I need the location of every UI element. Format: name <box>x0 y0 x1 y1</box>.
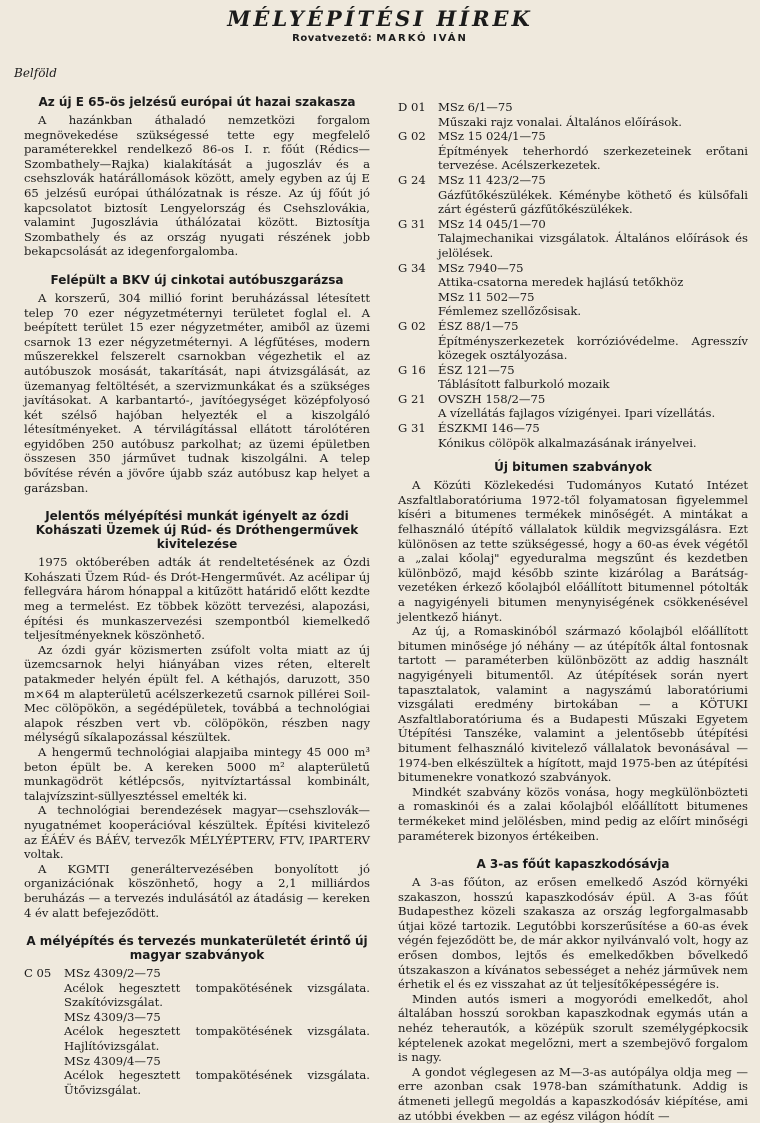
standard-desc: Kónikus cölöpök alkalmazásának irányelvei. <box>438 435 697 450</box>
standard-desc: Talajmechanikai vizsgálatok. Általános előírások és jelölések. <box>438 231 748 260</box>
standard-category: C 05 <box>24 966 52 981</box>
right-column <box>398 100 748 1123</box>
standard-id: MSz 6/1—75 <box>438 100 513 114</box>
standard-category: G 24 <box>398 172 426 187</box>
article-title: Felépült a BKV új cinkotai autóbuszgarázsa <box>50 272 344 287</box>
editor-line <box>0 33 760 44</box>
standard-id: MSz 4309/3—75 <box>64 1009 161 1024</box>
standard-entry <box>398 392 748 421</box>
masthead <box>0 0 760 44</box>
standard-id: ÉSZ 88/1—75 <box>438 318 519 333</box>
standard-desc: Acélok hegesztett tompakötésének vizsgálata. Szakítóvizsgálat. <box>64 980 370 1010</box>
standard-desc: Építményszerkezetek korrózióvédelme. Agresszív közegek osztályozása. <box>438 333 748 363</box>
section-label: Belföld <box>14 66 57 80</box>
standard-category: G 31 <box>398 421 426 436</box>
article-bitumen <box>398 460 748 843</box>
standard-id: MSz 14 045/1—70 <box>438 216 546 231</box>
article-title: Új bitumen szabványok <box>494 460 652 475</box>
standard-desc: Építmények teherhordó szerkezeteinek erőtani tervezése. Acélszerkezetek. <box>438 143 748 173</box>
article-paragraph: A technológiai berendezések magyar—csehszlovák—nyugatnémet kooperációval készültek. Építési kivitelező az ÉÁÉV és BÁÉV, tervezők MÉLYÉPTERV, FTV, IPARTERV voltak. <box>24 803 370 862</box>
standard-desc: Táblásított falburkoló mozaik <box>438 377 610 392</box>
article-e65 <box>24 95 370 259</box>
standard-desc: Acélok hegesztett tompakötésének vizsgálata. Hajlítóvizsgálat. <box>64 1024 370 1054</box>
standard-category: D 01 <box>398 100 426 114</box>
standard-id: ÉSZKMI 146—75 <box>438 421 540 436</box>
article-paragraph: Az ózdi gyár közismerten zsúfolt volta miatt az új üzemcsarnok helyi hiányában vizes réten, elterelt patakmeder helyén épült fel. A kéthajós, daruzott, 350 m×64 m alapterületű acélszerkezetű csarnok pillérei Soil-Mec cölöpökön, a segédépületek, továbbá a technológiai alapok részben vert vb. cölöpökön, részben nagy mélységű síkalapozással készültek. <box>24 642 370 745</box>
article-paragraph: A Közúti Közlekedési Tudományos Kutató Intézet Aszfaltlaboratóriuma 1972-től folyamatosan figyelemmel kíséri a bitumenes termékek minőségét. A mintákat a felhasználó útépítő vállalatok küldik megvizsgálásra. Ezt különösen az tette szükségessé, hogy a 60-as évek végétől a „zalai kőolaj" egyeduralma megszűnt és kezdetben különböző, majd később szinte kizárólag a Barátság-vezetéken érkező kőolajból előállított bitumennel pótolták a nagyigényeli bitumen menynyiségének csökkenésével jelentkező hiányt. <box>398 478 748 624</box>
article-ozd <box>24 509 370 920</box>
article-paragraph: Mindkét szabvány közös vonása, hogy megkülönbözteti a romaskinói és a zalai kőolajból előállított bitumenes termékeket mind jelölésben, mind pedig az előírt minőségi paraméterek bizonyos értékeiben. <box>398 784 748 843</box>
page-title: MÉLYÉPÍTÉSI HÍREK <box>227 6 533 31</box>
standard-desc: Műszaki rajz vonalai. Általános előírások. <box>438 114 682 129</box>
standard-entry <box>398 290 748 319</box>
standard-desc: Gázfűtőkészülékek. Kéménybe köthető és külsőfali zárt égésterű gázfűtőkészülékek. <box>438 187 748 217</box>
standard-category: G 34 <box>398 260 426 275</box>
standards-list-continued <box>398 100 748 450</box>
article-paragraph: A korszerű, 304 millió forint beruházással létesített telep 70 ezer négyzetméternyi területet foglal el. A beépített terület 15 ezer négyzetméter, amiből az üzemi csarnok 13 ezer négyzetméternyi. A légfűtéses, modern műszerekkel felszerelt csarnokban végezhetik el az autóbuszok mosását, takarítását, napi átvizsgálását, az üzemanyag feltöltését, a szervizmunkákat és a szükséges javításokat. A karbantartó-, javítóegységet középfolyosó két szélső hajóban helyezték el a kiszolgáló létesítményeket. A térvilágítással ellátott tárolótéren egyidőben 250 autóbusz parkolhat; az üzemi épületben összesen 350 járművet tudnak kiszolgálni. A telep bővítése révén a jövőre újabb száz autóbusz kap helyet a garázsban. <box>24 290 370 495</box>
standard-entry <box>398 129 748 173</box>
standard-category: G 31 <box>398 216 426 231</box>
standard-id: ÉSZ 121—75 <box>438 362 515 377</box>
standard-desc: Acélok hegesztett tompakötésének vizsgálata. Ütővizsgálat. <box>64 1068 370 1097</box>
standard-desc: A vízellátás fajlagos vízigényei. Ipari vízellátás. <box>438 406 716 421</box>
standards-list <box>24 966 370 1097</box>
standard-id: MSz 11 502—75 <box>438 289 535 304</box>
standard-entry <box>398 217 748 261</box>
standard-entry <box>24 1054 370 1098</box>
standard-id: OVSZH 158/2—75 <box>438 391 546 406</box>
standard-id: MSz 15 024/1—75 <box>438 129 546 144</box>
standard-id: MSz 4309/2—75 <box>64 966 161 981</box>
article-bkv-garage <box>24 273 370 495</box>
standard-entry <box>24 966 370 1010</box>
standard-entry <box>398 261 748 290</box>
article-title: Az új E 65-ös jelzésű európai út hazai szakasza <box>38 95 356 109</box>
standard-id: MSz 11 423/2—75 <box>438 172 546 187</box>
article-paragraph: Minden autós ismeri a mogyoródi emelkedőt, ahol általában hosszú sorokban kapaszkodnak egymás után a nehéz teherautók, a középük szorult személygépkocsik képtelenek azokat megelőzni, mert a szembejövő forgalom is nagy. <box>398 991 748 1065</box>
article-title: A mélyépítés és tervezés munkaterületét érintő új magyar szabványok <box>26 934 368 963</box>
article-paragraph: Az új, a Romaskinóból származó kőolajból előállított bitumen minősége jó néhány — az útépítők által fontosnak tartott — paraméterben különbözött az addig használt nagyigényeli bitumentől. Az útépítések során nyert tapasztalatok, valamint a nagyszámú laboratóriumi vizsgálati eredmény birtokában — a KÖTUKI Aszfaltlaboratóriuma és a Budapesti Műszaki Egyetem Útépítési Tanszéke, valamint a jelentősebb útépítési bitument felhasználó kivitelező vállalatok bevonásával — 1974-ben elkészültek a hígított, majd 1975-ben az útépítési bitumenekre vonatkozó szabványok. <box>398 624 748 785</box>
article-climbing-lane <box>398 857 748 1123</box>
article-paragraph: 1975 októberében adták át rendeltetésének az Ózdi Kohászati Üzem Rúd- és Drót-Hengerművét. Az acélipar új fellegvára három hónappal a kitűzött határidő előtt kezdte meg a termelést. Ez többek között tervezési, alapozási, építési és munkaszervezési szempontból kiemelkedő teljesítményeknek köszönhető. <box>24 555 370 643</box>
standard-entry <box>398 421 748 450</box>
standard-category: G 21 <box>398 391 426 406</box>
article-paragraph: A gondot véglegesen az M—3-as autópálya oldja meg — erre azonban csak 1978-ban számíthatunk. Addig is átmeneti jellegű megoldás a kapaszkodósáv kiépítése, ami az utóbbi években — az egész világon hódít — <box>398 1064 748 1123</box>
standard-category: G 16 <box>398 362 426 377</box>
article-paragraph: A hengermű technológiai alapjaiba mintegy 45 000 m³ beton épült be. A kereken 5000 m² alapterületű munkagödröt kétlépcsős, nyitvíztartással kombinált, talajvízszint-süllyesztéssel emelték ki. <box>24 744 370 803</box>
article-paragraph: A hazánkban áthaladó nemzetközi forgalom megnövekedése szükségessé tette egy megfelelő paraméterekkel rendelkező 86-os I. r. főút (Rédics—Szombathely—Rajka) kialakítását a jugoszláv és a csehszlovák határállomások között, amely egyben az új E 65 jelzésű európai úthálózatnak is része. Az új főút jó kapcsolatot biztosít Lengyelország és Csehszlovákia, valamint Jugoszlávia úthálózatai között. Biztosítja Szombathely és az ország nyugati részének jobb bekapcsolását az idegenforgalomba. <box>24 113 370 259</box>
standard-entry <box>398 100 748 129</box>
standard-entry <box>24 1010 370 1054</box>
standard-category: G 02 <box>398 129 426 144</box>
article-paragraph: A KGMTI generáltervezésében bonyolított jó organizációnak köszönhető, hogy a 2,1 milliárdos beruházás — a tervezés indulásától az átadásig — kereken 4 év alatt befejeződött. <box>24 861 370 920</box>
standard-entry <box>398 363 748 392</box>
standard-id: MSz 4309/4—75 <box>64 1053 161 1068</box>
article-title: A 3-as főút kapaszkodósávja <box>476 857 670 872</box>
article-title: Jelentős mélyépítési munkát igényelt az ózdi Kohászati Üzemek új Rúd- és Dróthengerművek kivitelezése <box>35 509 359 552</box>
standard-entry <box>398 173 748 217</box>
editor-label: Rovatvezető: <box>292 33 373 44</box>
article-standards <box>24 934 370 1097</box>
left-column <box>24 95 370 1097</box>
editor-name: MARKÓ IVÁN <box>376 33 468 44</box>
standard-entry <box>398 319 748 363</box>
article-paragraph: A 3-as főúton, az erősen emelkedő Aszód környéki szakaszon, hosszú kapaszkodósáv épül. A 3-as főút Budapesthez közeli szakasza az ország legforgalmasabb útjai közé tartozik. Legutóbbi korszerűsítése a 60-as évek végén fejeződött be, de már akkor nyilvánvaló volt, hogy az erősen dombos, lejtős és emelkedőkben bővelkedő útszakaszon a kívánatos sebességet a nehéz járművek nem érhetik el és ez visszahat az út teljesítőképességére is. <box>398 875 748 992</box>
standard-desc: Attika-csatorna meredek hajlású tetőkhöz <box>438 275 684 290</box>
standard-desc: Fémlemez szellőzősisak. <box>438 304 582 319</box>
standard-id: MSz 7940—75 <box>438 260 524 275</box>
standard-category: G 02 <box>398 318 426 333</box>
